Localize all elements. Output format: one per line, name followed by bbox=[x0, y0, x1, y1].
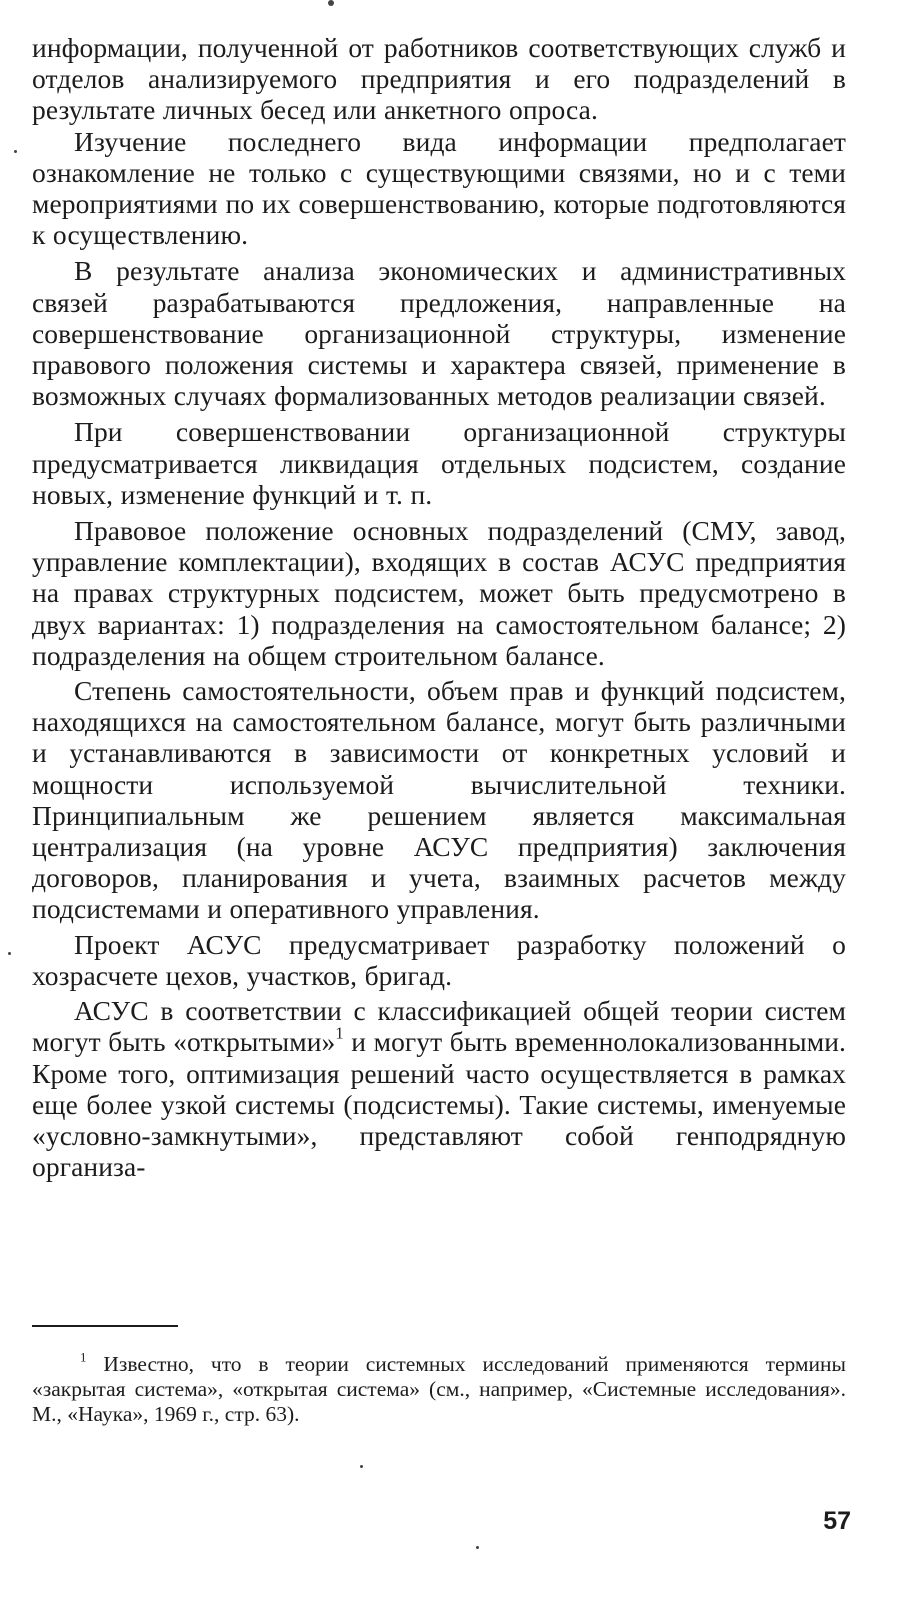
footnote bbox=[32, 1352, 846, 1427]
page-number: 57 bbox=[823, 1507, 851, 1535]
footnote-text: Известно, что в теории системных исследований применяются термины «закрытая система», «открытая система» (см., например, «Системные исследования». М., «Наука», 1969 г., стр. 63). bbox=[32, 1352, 846, 1426]
speck bbox=[14, 150, 17, 153]
paragraph-8-end: и могут быть временнолокализованными. Кроме того, оптимизация решений часто осуществляется в рамках еще более узкой системы (подсистемы). Такие системы, именуемые «условно-замкнутыми», представляют собой генподрядную организа- bbox=[32, 1026, 846, 1183]
paragraph-1: информации, полученной от работников соответствующих служб и отделов анализируемого предприятия и его подразделений в результате личных бесед или анкетного опроса. bbox=[32, 32, 846, 126]
body-text bbox=[32, 32, 846, 1182]
paragraph-8 bbox=[32, 995, 846, 1182]
footnote-divider bbox=[32, 1325, 178, 1327]
paragraph-6: Степень самостоятельности, объем прав и функций подсистем, находящихся на самостоятельном балансе, могут быть различными и устанавливаются в зависимости от конкретных условий и мощности используемой вычислительной техники. Принципиальным же решением является максимальная централизация (на уровне АСУС предприятия) заключения договоров, планирования и учета, взаимных расчетов между подсистемами и оперативного управления. bbox=[32, 675, 846, 925]
speck bbox=[476, 1546, 479, 1549]
paragraph-4: При совершенствовании организационной структуры предусматривается ликвидация отдельных подсистем, создание новых, изменение функций и т. п. bbox=[32, 416, 846, 510]
paragraph-3: В результате анализа экономических и административных связей разрабатываются предложения, направленные на совершенствование организационной структуры, изменение правового положения системы и характера связей, применение в возможных случаях формализованных методов реализации связей. bbox=[32, 255, 846, 412]
footnote-reference[interactable]: 1 bbox=[335, 1023, 344, 1043]
paragraph-8-start: АСУС в соответствии с классификацией общей теории систем могут быть «открытыми» bbox=[32, 995, 846, 1058]
paragraph-5: Правовое положение основных подразделений (СМУ, завод, управление комплектации), входящих в состав АСУС предприятия на правах структурных подсистем, может быть предусмотрено в двух вариантах: 1) подразделения на самостоятельном балансе; 2) подразделения на общем строительном балансе. bbox=[32, 515, 846, 671]
paragraph-7: Проект АСУС предусматривает разработку положений о хозрасчете цехов, участков, бригад. bbox=[32, 928, 846, 991]
speck bbox=[360, 1465, 363, 1468]
footnote-mark: 1 bbox=[80, 1350, 87, 1365]
speck bbox=[328, 0, 334, 6]
speck bbox=[8, 952, 11, 955]
paragraph-2: Изучение последнего вида информации предполагает ознакомление не только с существующими связями, но и с теми мероприятиями по их совершенствованию, которые подготовляются к осуществлению. bbox=[32, 125, 846, 251]
